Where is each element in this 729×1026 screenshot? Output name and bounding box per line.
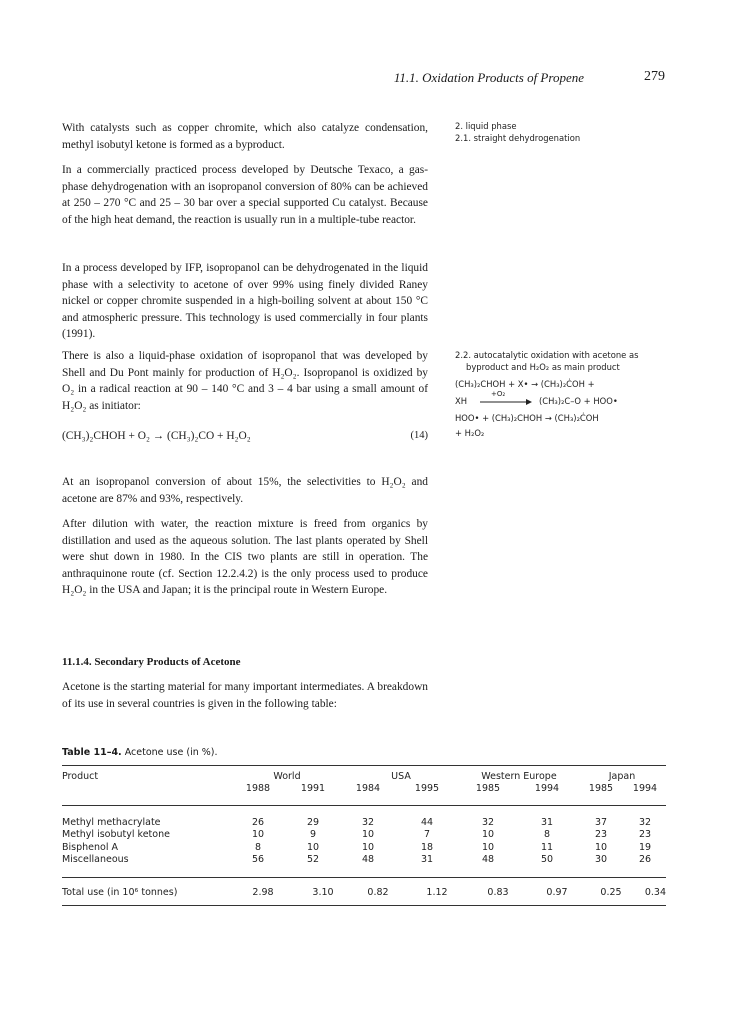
table-cell: 1.12 [426, 886, 448, 898]
column-header-year: 1984 [355, 783, 381, 795]
table-row [62, 816, 666, 829]
table-cell: 23 [638, 829, 652, 841]
table-bottom-rule [62, 905, 666, 906]
table-cell: 29 [306, 816, 320, 828]
table-cell: 0.83 [487, 886, 509, 898]
table-cell: 10 [306, 841, 320, 853]
table-row [62, 829, 666, 842]
column-header-year: 1994 [632, 783, 658, 795]
row-label: Miscellaneous [62, 854, 129, 866]
table-row-total [62, 886, 666, 899]
table-cell: 32 [361, 816, 375, 828]
table-cell: 19 [638, 841, 652, 853]
reaction-arrow-icon [480, 398, 532, 406]
paragraph-4: There is also a liquid-phase oxidation of isopropanol that was developed by Shell and Du Pont mainly for production of H₂O₂. Isopropanol is oxidized by O₂ in a radical reaction at 90 – 140 °C and 3 – 4 bar using a small amount of H₂O₂ as initiator: [62, 350, 428, 412]
table-cell: 44 [420, 816, 434, 828]
column-header-year: 1994 [534, 783, 560, 795]
column-header-region: USA [391, 770, 411, 782]
table-cell: 2.98 [252, 886, 274, 898]
table-cell: 0.97 [546, 886, 568, 898]
table-cell: 26 [638, 854, 652, 866]
sidenote-line: byproduct and H₂O₂ as main product [466, 361, 620, 372]
table-cell: 23 [594, 829, 608, 841]
table-cell: 0.25 [600, 886, 622, 898]
table-cell: 9 [309, 829, 317, 841]
table-cell: 18 [420, 841, 434, 853]
column-header-year: 1988 [245, 783, 271, 795]
table-cell: 10 [361, 829, 375, 841]
table-cell: 11 [540, 841, 554, 853]
table-cell: 31 [540, 816, 554, 828]
table-cell: 10 [481, 841, 495, 853]
table-header [62, 770, 666, 795]
row-label: Bisphenol A [62, 841, 118, 853]
table-cell: 0.34 [644, 886, 666, 898]
paragraph-5: At an isopropanol conversion of about 15%, the selectivities to H₂O₂ and acetone are 87% and 93%, respectively. [62, 476, 428, 505]
table-cell: 10 [594, 841, 608, 853]
row-label: Methyl isobutyl ketone [62, 829, 170, 841]
table-caption-label: Table 11–4. [62, 747, 122, 758]
sidenote-line: 2. liquid phase [455, 121, 517, 131]
table-top-rule [62, 765, 666, 766]
table-cell: 31 [420, 854, 434, 866]
table-total [62, 886, 666, 899]
table-cell: 10 [251, 829, 265, 841]
table-cell: 8 [543, 829, 551, 841]
table-cell: 10 [361, 841, 375, 853]
table-cell: 52 [306, 854, 320, 866]
table-total-rule [62, 877, 666, 878]
equation-14 [62, 430, 428, 442]
row-label: Methyl methacrylate [62, 816, 161, 828]
table-cell: 32 [638, 816, 652, 828]
paragraph-2: In a commercially practiced process developed by Deutsche Texaco, a gas-phase dehydrogenation with an isopropanol conversion of 80% can be achieved at 250 – 270 °C and 25 – 30 bar over a special supported Cu catalyst. Because of the high heat demand, the reaction is usually run in a multiple-tube reactor. [62, 164, 428, 226]
table-cell: 56 [251, 854, 265, 866]
row-label: Total use (in 10⁶ tonnes) [62, 886, 178, 898]
table-cell: 32 [481, 816, 495, 828]
table-row [62, 854, 666, 867]
column-header-region: Japan [608, 770, 636, 782]
table-body [62, 816, 666, 866]
column-header-region: World [273, 770, 301, 782]
table-row [62, 841, 666, 854]
equation-text: (CH₃)₂CHOH + O₂ → (CH₃)₂CO + H₂O₂ [62, 430, 251, 442]
sidenote-line: 2.2. autocatalytic oxidation with acetone as [455, 350, 639, 360]
table-cell: 48 [361, 854, 375, 866]
paragraph-6: After dilution with water, the reaction mixture is freed from organics by distillation and used as the aqueous solution. The last plants operated by Shell were shut down in 1980. In the CIS two plants are still in operation. The anthraquinone route (cf. Section 12.2.4.2) is the only process used to produce H₂O₂ in the USA and Japan; it is the principal route in Western Europe. [62, 518, 428, 596]
table-cell: 7 [423, 829, 431, 841]
table-header-rule [62, 805, 666, 806]
paragraph-7: Acetone is the starting material for many important intermediates. A breakdown of its use in several countries is given in the following table: [62, 681, 428, 710]
table-cell: 8 [254, 841, 262, 853]
reaction-line: (CH₃)₂CHOH + X• → (CH₃)₂ĊOH + [455, 379, 595, 389]
column-header-region: Western Europe [481, 770, 557, 782]
table-cell: 26 [251, 816, 265, 828]
sidenote-liquid-phase [455, 121, 670, 144]
reaction-line: HOO• + (CH₃)₂CHOH → (CH₃)₂ĊOH [455, 412, 599, 423]
table-cell: 50 [540, 854, 554, 866]
running-header-title: 11.1. Oxidation Products of Propene [393, 70, 584, 85]
sidenote-autocatalytic [455, 350, 670, 440]
paragraph-3: In a process developed by IFP, isopropanol can be dehydrogenated in the liquid phase with a selectivity to acetone of over 99% using finely divided Raney nickel or copper chromite suspended in a high-boiling solvent at about 150 °C and atmospheric pressure. This technology is used commercially in four plants (1991). [62, 262, 428, 340]
table-cell: 3.10 [312, 886, 334, 898]
column-header-product: Product [62, 770, 99, 782]
section-heading: 11.1.4. Secondary Products of Acetone [62, 656, 241, 668]
reaction-product: (CH₃)₂C–O + HOO• [539, 395, 618, 406]
reaction-xh: XH [455, 395, 468, 406]
table-cell: 30 [594, 854, 608, 866]
table-cell: 48 [481, 854, 495, 866]
column-header-year: 1985 [475, 783, 501, 795]
reaction-line [455, 389, 670, 408]
table-cell: 10 [481, 829, 495, 841]
column-header-year: 1985 [588, 783, 614, 795]
reaction-arrow-label: +O₂ [491, 389, 506, 398]
sidenote-line: 2.1. straight dehydrogenation [455, 132, 581, 143]
page-number: 279 [644, 69, 665, 84]
column-header-year: 1991 [300, 783, 326, 795]
table-caption [62, 747, 218, 758]
reaction-line: + H₂O₂ [455, 428, 485, 438]
equation-number: (14) [410, 430, 428, 441]
table-cell: 37 [594, 816, 608, 828]
paragraph-1: With catalysts such as copper chromite, which also catalyze condensation, methyl isobutyl ketone is formed as a byproduct. [62, 122, 428, 151]
table-cell: 0.82 [367, 886, 389, 898]
column-header-year: 1995 [414, 783, 440, 795]
table-caption-text: Acetone use (in %). [124, 747, 218, 758]
